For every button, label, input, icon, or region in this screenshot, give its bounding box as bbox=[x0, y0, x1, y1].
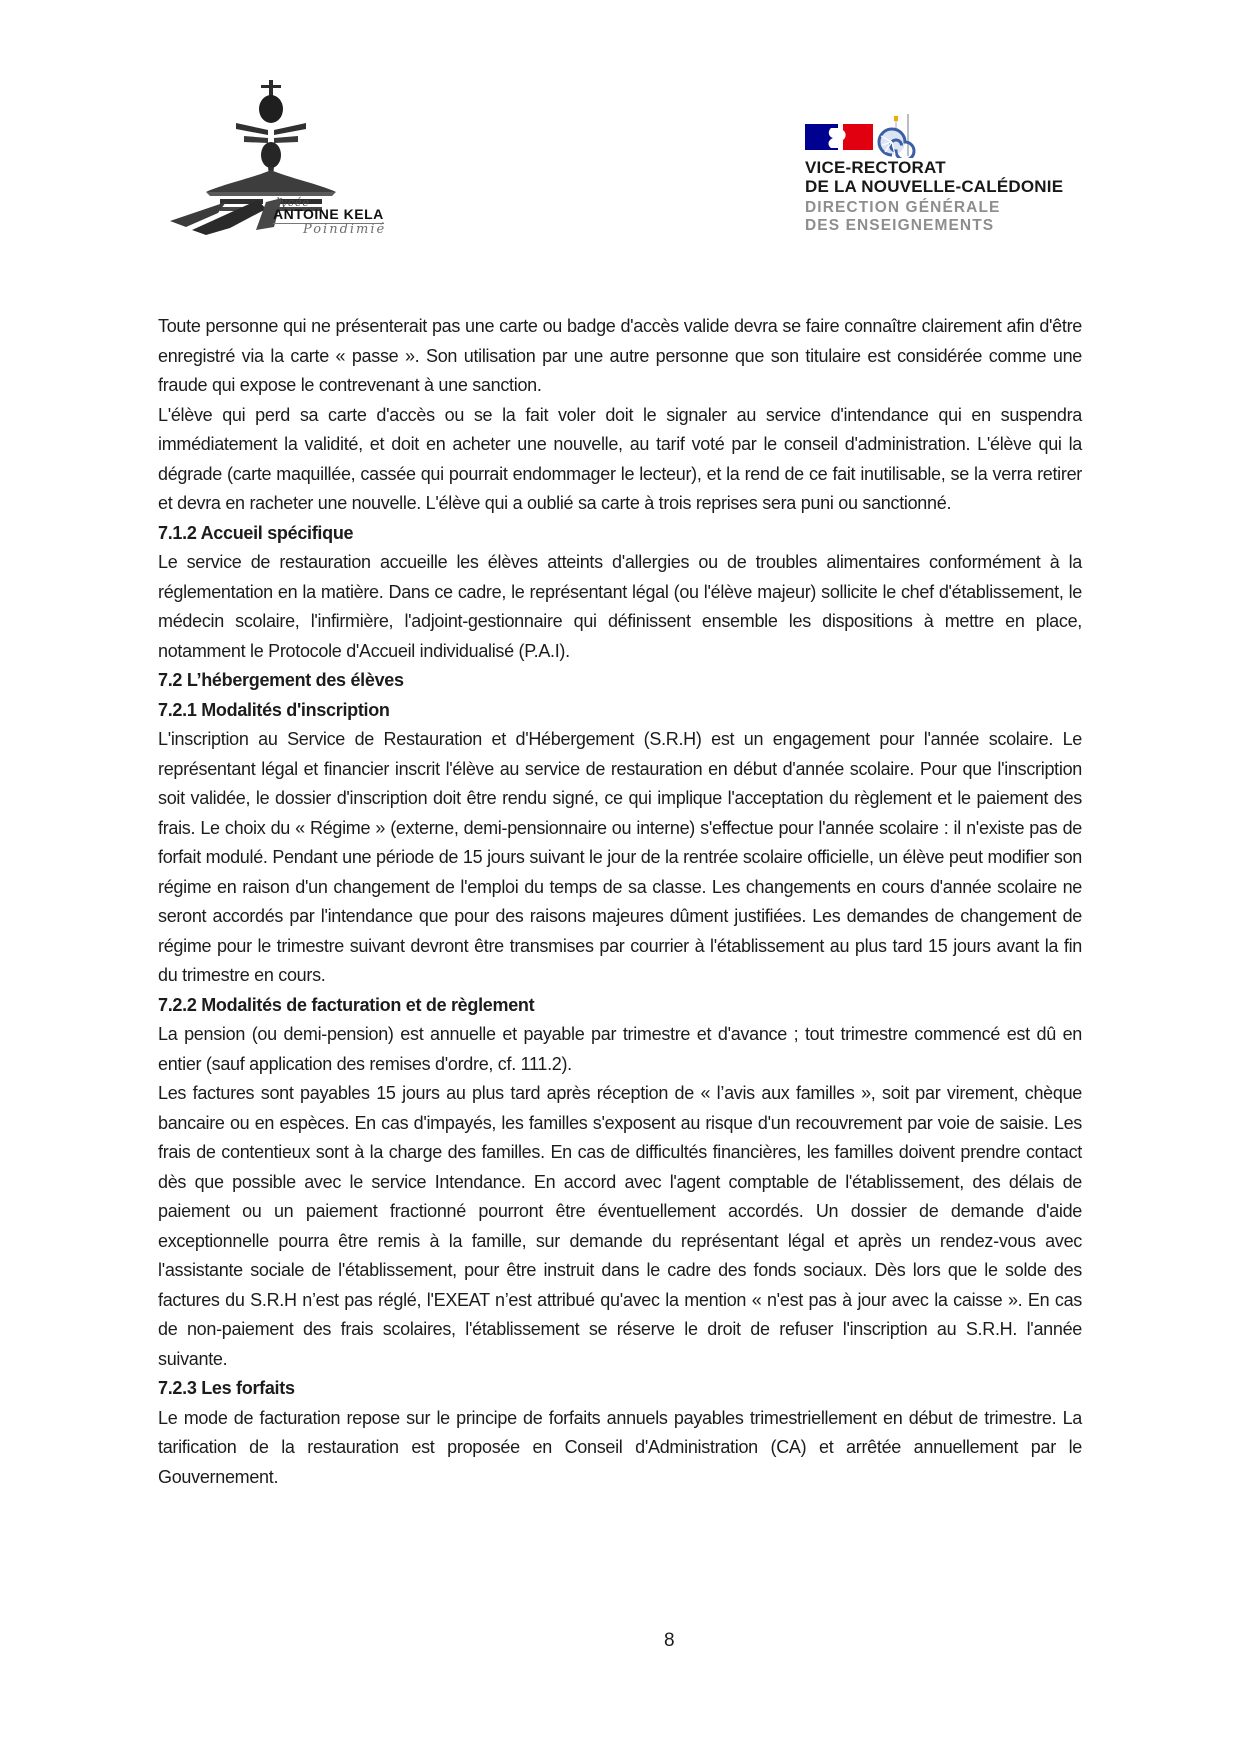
gov-subtitle-line2: DES ENSEIGNEMENTS bbox=[805, 217, 995, 234]
school-logo-script-top: lycée bbox=[276, 196, 310, 209]
heading-7-1-2: 7.1.2 Accueil spécifique bbox=[158, 522, 354, 543]
gov-emblems bbox=[805, 112, 1105, 158]
paragraph-lost-card: L'élève qui perd sa carte d'accès ou se la fait voler doit le signaler au service d'intendance qui en suspendra immédiatement la validité, et doit en acheter une nouvelle, au tarif voté par le conseil d'administration. L'élève qui la dégrade (carte maquillée, cassée qui pourrait endommager le lecteur), et la rend de ce fait inutilisable, se la verra retirer et devra en racheter une nouvelle. L'élève qui a oublié sa carte à trois reprises sera puni ou sanctionné. bbox=[158, 404, 1082, 513]
vice-rectorat-logo bbox=[805, 112, 1105, 235]
page-number: 8 bbox=[664, 1630, 675, 1651]
gov-subtitle-line1: DIRECTION GÉNÉRALE bbox=[805, 199, 1001, 216]
heading-7-2-3: 7.2.3 Les forfaits bbox=[158, 1378, 295, 1398]
school-logo bbox=[168, 78, 387, 237]
paragraph-access-card: Toute personne qui ne présenterait pas une carte ou badge d'accès valide devra se faire connaître clairement afin d'être enregistré via la carte « passe ». Son utilisation par une autre personne que son titulaire est considérée comme une fraude qui expose le contrevenant à une sanction. bbox=[158, 316, 1082, 395]
heading-7-2: 7.2 L’hébergement des élèves bbox=[158, 670, 404, 690]
heading-7-2-1: 7.2.1 Modalités d'inscription bbox=[158, 699, 390, 720]
gov-title-line1: VICE-RECTORAT bbox=[805, 158, 946, 177]
heading-7-2-2: 7.2.2 Modalités de facturation et de règlement bbox=[158, 994, 535, 1015]
paragraph-7-1-2: Le service de restauration accueille les élèves atteints d'allergies ou de troubles alimentaires conformément à la réglementation en la matière. Dans ce cadre, le représentant légal (ou l'élève majeur) sollicite le chef d'établissement, le médecin scolaire, l'infirmière, l'adjoint-gestionnaire qui définissent ensemble les dispositions à mettre en place, notamment le Protocole d'Accueil individualisé (P.A.I). bbox=[158, 552, 1082, 661]
gov-title-line2: DE LA NOUVELLE-CALÉDONIE bbox=[805, 177, 1064, 196]
nautilus-shell-icon bbox=[877, 112, 917, 158]
paragraph-7-2-1: L'inscription au Service de Restauration et d'Hébergement (S.R.H) est un engagement pour l'année scolaire. Le représentant légal et financier inscrit l'élève au service de restauration en début d'année scolaire. Pour que l'inscription soit validée, le dossier d'inscription doit être rendu signé, ce qui implique l'acceptation du règlement et le paiement des frais. Le choix du « Régime » (externe, demi-pensionnaire ou interne) s'effectue pour l'année scolaire : il n'existe pas de forfait modulé. Pendant une période de 15 jours suivant le jour de la rentrée scolaire officielle, un élève peut modifier son régime en raison d'un changement de l'emploi du temps de sa classe. Les changements en cours d'année scolaire ne seront accordés par l'intendance que pour des raisons majeures dûment justifiées. Les demandes de changement de régime pour le trimestre suivant devront être transmises par courrier à l'établissement au plus tard 15 jours avant la fin du trimestre en cours. bbox=[158, 729, 1082, 985]
document-body bbox=[158, 312, 1082, 1492]
school-logo-script-bottom: Poindimié bbox=[303, 222, 387, 237]
french-flag-marianne-icon bbox=[805, 112, 875, 154]
paragraph-7-2-3: Le mode de facturation repose sur le principe de forfaits annuels payables trimestriellement en début de trimestre. La tarification de la restauration est proposée en Conseil d'Administration (CA) et arrêtée annuellement par le Gouvernement. bbox=[158, 1407, 1082, 1487]
school-logo-name: ANTOINE KELA bbox=[273, 206, 384, 222]
paragraph-7-2-2-b: Les factures sont payables 15 jours au plus tard après réception de « l’avis aux familles », soit par virement, chèque bancaire ou en espèces. En cas d'impayés, les familles s'exposent au risque d'un recouvrement par voie de saisie. Les frais de contentieux sont à la charge des familles. En cas de difficultés financières, les familles doivent prendre contact dès que possible avec le service Intendance. En accord avec l'agent comptable de l'établissement, des délais de paiement ou un paiement fractionné pourront être éventuellement accordés. Un dossier de demande d'aide exceptionnelle pourra être remis à la famille, sur demande du représentant légal et après un rendez-vous avec l'assistante sociale de l'établissement, pour être instruit dans le cadre des fonds sociaux. Dès lors que le solde des factures du S.R.H n’est pas réglé, l'EXEAT n’est attribué qu'avec la mention « n'est pas à jour avec la caisse ». En cas de non-paiement des frais scolaires, l'établissement se réserve le droit de refuser l'inscription au S.R.H. l'année suivante. bbox=[158, 1083, 1082, 1369]
paragraph-7-2-2-a: La pension (ou demi-pension) est annuelle et payable par trimestre et d'avance ; tout trimestre commencé est dû en entier (sauf application des remises d'ordre, cf. 111.2). bbox=[158, 1024, 1082, 1074]
